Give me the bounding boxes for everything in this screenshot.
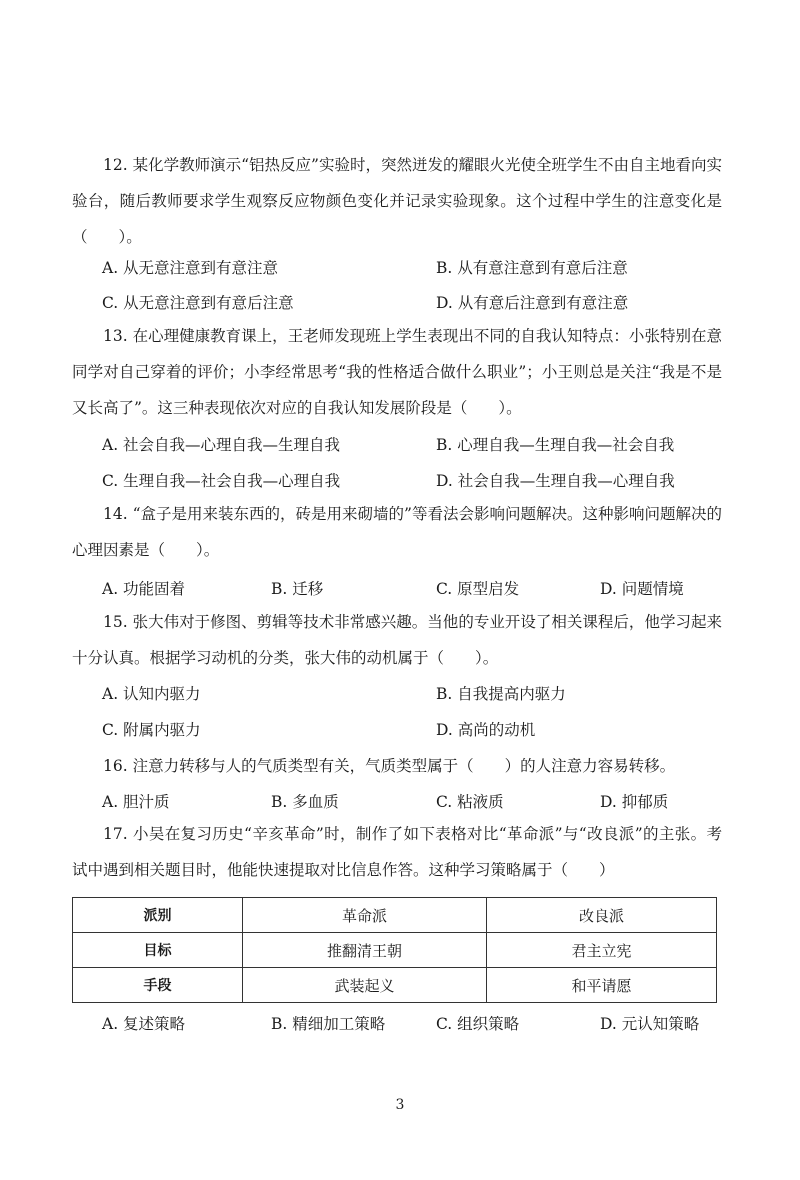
question-12-option-b: B. 从有意注意到有意后注意 [436,259,628,277]
question-12-option-c: C. 从无意注意到有意后注意 [102,294,294,312]
question-14-option-a: A. 功能固着 [102,580,186,598]
question-16-option-c: C. 粘液质 [436,793,504,811]
question-14-option-c: C. 原型启发 [436,580,520,598]
question-12-option-a: A. 从无意注意到有意注意 [102,259,279,277]
table-cell: 武装起义 [243,968,487,1003]
table-row [73,968,717,1003]
question-14-option-d: D. 问题情境 [600,580,684,598]
question-16-option-d: D. 抑郁质 [600,793,669,811]
question-16-option-a: A. 胆汁质 [102,793,170,811]
question-15-option-a: A. 认知内驱力 [102,685,201,703]
question-15-option-b: B. 自我提高内驱力 [436,685,566,703]
question-13-option-c: C. 生理自我—社会自我—心理自我 [102,472,341,490]
table-row [73,933,717,968]
table-cell-header: 目标 [73,933,243,968]
question-17-option-a: A. 复述策略 [102,1015,186,1033]
question-17-option-c: C. 组织策略 [436,1015,520,1033]
question-17-stem: 17. 小吴在复习历史“辛亥革命”时，制作了如下表格对比“革命派”与“改良派”的主张。考试中遇到相关题目时，他能快速提取对比信息作答。这种学习策略属于（ ） [72,825,722,879]
table-cell: 和平请愿 [487,968,717,1003]
table-cell-header: 手段 [73,968,243,1003]
question-17-option-b: B. 精细加工策略 [271,1015,386,1033]
comparison-table [72,897,717,1003]
question-16-stem: 16. 注意力转移与人的气质类型有关，气质类型属于（ ）的人注意力容易转移。 [103,757,676,775]
question-13-option-d: D. 社会自我—生理自我—心理自我 [436,472,675,490]
question-15-option-d: D. 高尚的动机 [436,721,536,739]
question-14-stem: 14. “盒子是用来装东西的，砖是用来砌墙的”等看法会影响问题解决。这种影响问题解决的心理因素是（ ）。 [72,505,722,559]
question-15-option-c: C. 附属内驱力 [102,721,201,739]
table-cell: 改良派 [487,898,717,933]
table-row [73,898,717,933]
question-13-option-a: A. 社会自我—心理自我—生理自我 [102,436,341,454]
question-12-stem: 12. 某化学教师演示“铝热反应”实验时，突然迸发的耀眼火光使全班学生不由自主地看向实验台，随后教师要求学生观察反应物颜色变化并记录实验现象。这个过程中学生的注意变化是（ ）。 [72,156,722,246]
question-15-stem: 15. 张大伟对于修图、剪辑等技术非常感兴趣。当他的专业开设了相关课程后，他学习起来十分认真。根据学习动机的分类，张大伟的动机属于（ ）。 [72,613,722,667]
page-number: 3 [395,1097,405,1113]
question-17-option-d: D. 元认知策略 [600,1015,700,1033]
table-cell: 革命派 [243,898,487,933]
question-14-option-b: B. 迁移 [271,580,324,598]
table-cell: 君主立宪 [487,933,717,968]
question-12-option-d: D. 从有意后注意到有意注意 [436,294,629,312]
table-cell: 推翻清王朝 [243,933,487,968]
question-13-option-b: B. 心理自我—生理自我—社会自我 [436,436,675,454]
question-16-option-b: B. 多血质 [271,793,339,811]
question-13-stem: 13. 在心理健康教育课上，王老师发现班上学生表现出不同的自我认知特点：小张特别在意同学对自己穿着的评价；小李经常思考“我的性格适合做什么职业”；小王则总是关注“我是不是又长高了”。这三种表现依次对应的自我认知发展阶段是（ ）。 [72,327,722,417]
table-cell-header: 派别 [73,898,243,933]
